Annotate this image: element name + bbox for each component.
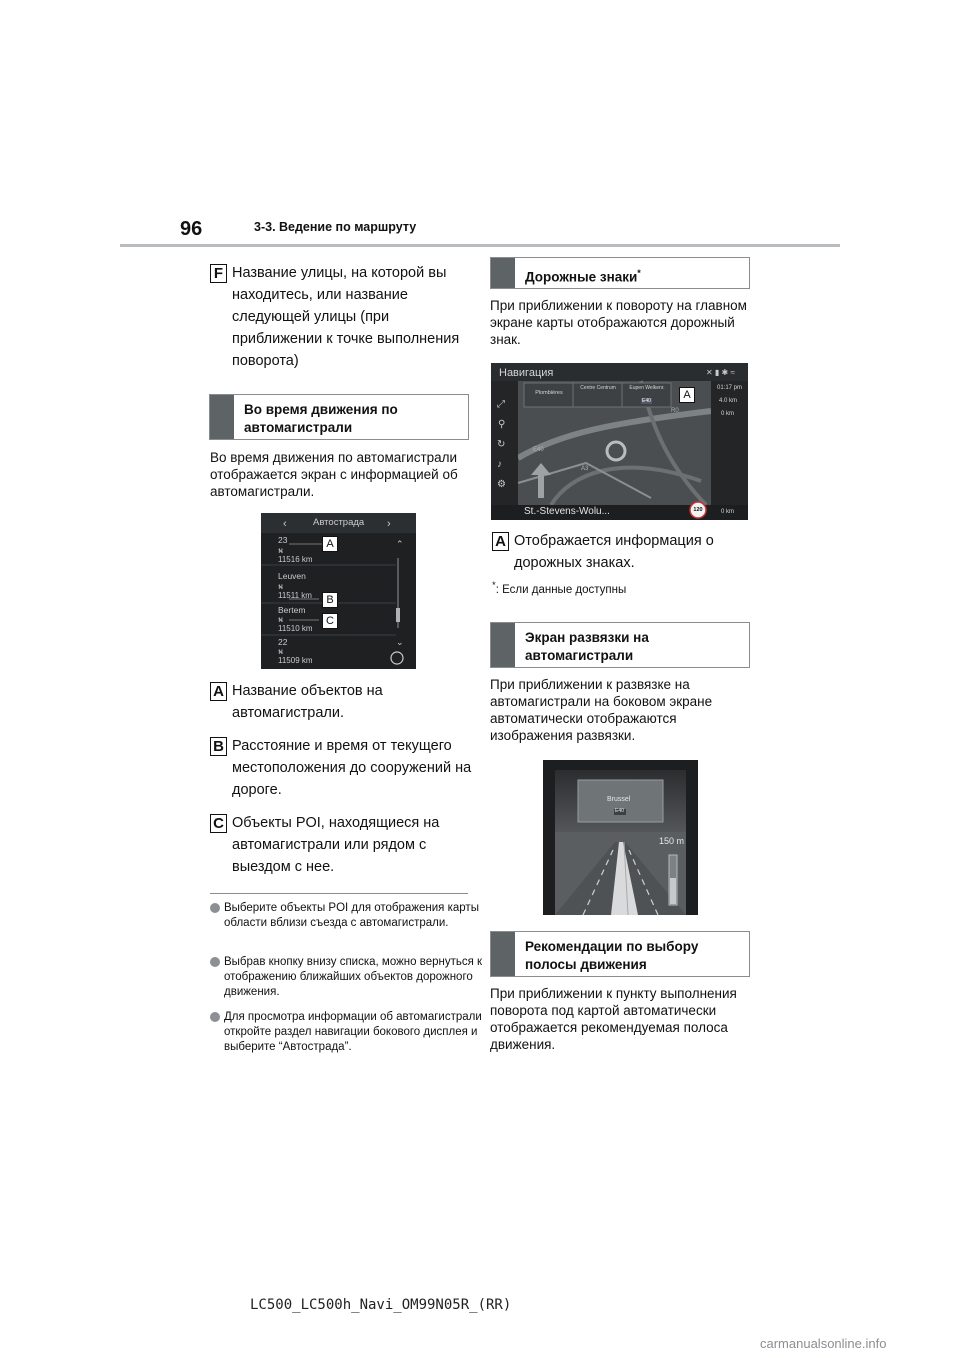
hw-row-4-icon: ⛕ — [278, 649, 284, 656]
lane-heading-box — [490, 931, 750, 977]
bullet-icon — [210, 957, 220, 967]
signs-heading-box — [490, 257, 750, 289]
signs-heading-sup: * — [637, 268, 641, 278]
reroute-icon: ↻ — [497, 439, 506, 450]
highway-paragraph: Во время движения по автомагистрали отображается экран с информацией об автомагистрали. — [210, 450, 458, 499]
footer-code: LC500_LC500h_Navi_OM99N05R_(RR) — [250, 1297, 512, 1313]
item-f-text: Название улицы, на которой вы находитесь, или название следующей улицы (при приближении к точке выполнения поворота) — [232, 265, 460, 369]
item-c-text: Объекты POI, находящиеся на автомагистрали или рядом с выездом с нее. — [232, 815, 440, 875]
sign-route: E40 — [642, 398, 651, 404]
fullscreen-icon: ⤢ — [497, 399, 505, 410]
watermark: carmanualsonline.info — [760, 1336, 887, 1351]
hw-row-1-icon: ⛕ — [278, 548, 284, 555]
nav-screen — [491, 363, 748, 520]
pin-icon: ⚲ — [498, 419, 506, 430]
heading-bar — [210, 395, 234, 439]
junction-heading-box — [490, 622, 750, 668]
callout-a: A — [322, 536, 338, 552]
scroll-down-icon: ⌄ — [396, 637, 404, 647]
nav-time: 01:17 pm — [717, 385, 743, 391]
section-title: 3-3. Ведение по маршруту — [254, 220, 417, 234]
lane-paragraph: При приближении к пункту выполнения поворота под картой автоматически отображается рекомендуемая полоса движения. — [490, 986, 737, 1052]
junction-sign: Brussel — [607, 796, 631, 803]
highway-screen — [261, 513, 416, 669]
speed-limit: 120 — [693, 507, 703, 513]
marker-f: F — [210, 264, 227, 283]
heading-bar — [491, 623, 515, 667]
lane-heading: Рекомендации по выбору полосы движения — [525, 939, 699, 972]
hw-row-3-icon: ⛕ — [278, 617, 284, 624]
marker-b: B — [210, 737, 227, 756]
footnote — [492, 580, 626, 596]
volume-icon: ♪ — [497, 459, 502, 470]
road-label-3: E40 — [533, 447, 544, 453]
signs-heading — [525, 264, 641, 287]
note-2 — [210, 955, 486, 1001]
nav-street: St.-Stevens-Wolu... — [524, 506, 610, 517]
sign-3: Eupen Welkenr. — [629, 385, 665, 391]
item-b-left — [210, 735, 472, 805]
bullet-icon — [210, 1012, 220, 1022]
junction-distance: 150 m — [659, 836, 685, 846]
road-label-2: A3 — [581, 466, 589, 472]
item-a-text: Название объектов на автомагистрали. — [232, 683, 383, 721]
nav-distance: 4.0 km — [719, 398, 738, 404]
nav-scale-top: 0 km — [721, 411, 735, 417]
hw-row-1-dist: 11516 km — [278, 555, 313, 564]
callout-c: C — [322, 613, 338, 629]
nav-scale: 0 km — [721, 509, 735, 515]
highway-heading: Во время движения по автомагистрали — [244, 402, 398, 435]
hw-row-1-name: 23 — [278, 535, 288, 545]
nav-callout-a: A — [679, 387, 695, 403]
heading-bar — [491, 932, 515, 976]
junction-screen — [543, 760, 698, 915]
hw-row-3-dist: 11510 km — [278, 624, 313, 633]
hw-row-3-name: Bertem — [278, 605, 306, 615]
settings-icon: ⚙ — [497, 479, 506, 490]
road-label-1: R0 — [671, 408, 679, 414]
junction-sign-route: E40 — [615, 808, 624, 814]
note-1-text: Выберите объекты POI для отображения карты области вблизи съезда с автомагистрали. — [224, 902, 479, 929]
hw-row-2-dist: 11511 km — [278, 591, 312, 600]
chevron-left-icon: ‹ — [283, 518, 287, 530]
heading-bar — [491, 258, 515, 288]
item-f — [210, 262, 472, 372]
nav-title: Навигация — [499, 367, 554, 379]
signs-paragraph: При приближении к повороту на главном экране карты отображаются дорожный знак. — [490, 298, 747, 347]
item-a-right — [492, 530, 754, 578]
location-icon — [391, 652, 403, 664]
header-rule — [120, 244, 840, 247]
highway-screen-title: Автострада — [313, 517, 365, 528]
page-number: 96 — [180, 218, 203, 240]
footnote-mark: * — [492, 580, 496, 591]
hw-row-4-dist: 11509 km — [278, 656, 313, 665]
chevron-right-icon: › — [387, 518, 391, 530]
note-3 — [210, 1010, 486, 1072]
highway-heading-box — [209, 394, 469, 440]
marker-a: A — [492, 532, 509, 551]
marker-a: A — [210, 682, 227, 701]
junction-paragraph: При приближении к развязке на автомагистрали на боковом экране автоматически отображаются изображения развязки. — [490, 677, 713, 743]
sign-2: Centre Centrum — [580, 385, 616, 391]
note-2-text: Выбрав кнопку внизу списка, можно вернуться к отображению ближайших объектов дорожного движения. — [224, 956, 483, 998]
nav-map-graphic — [491, 363, 748, 520]
item-b-text: Расстояние и время от текущего местоположения до сооружений на дороге. — [232, 738, 472, 798]
status-icons: ✕ ▮ ✱ ≈ — [706, 368, 735, 377]
note-1 — [210, 901, 486, 947]
item-c-left — [210, 812, 472, 882]
item-a-left — [210, 680, 472, 728]
item-a-right-text: Отображается информация о дорожных знаках. — [514, 533, 714, 571]
note-3-text: Для просмотра информации об автомагистрали откройте раздел навигации бокового дисплея и выберите “Автострада”. — [224, 1011, 482, 1053]
signs-heading-text: Дорожные знаки — [525, 269, 638, 285]
hw-row-4-name: 22 — [278, 637, 288, 647]
junction-heading: Экран развязки на автомагистрали — [525, 630, 649, 663]
sign-1: Plombières — [535, 390, 563, 396]
marker-c: C — [210, 814, 227, 833]
callout-b: B — [322, 592, 338, 608]
scroll-up-icon: ⌃ — [396, 539, 404, 549]
notes-rule — [210, 893, 468, 894]
hw-row-2-name: Leuven — [278, 571, 306, 581]
bullet-icon — [210, 903, 220, 913]
hw-row-2-icon: ⛕ — [278, 584, 284, 591]
footnote-text: : Если данные доступны — [495, 583, 627, 596]
